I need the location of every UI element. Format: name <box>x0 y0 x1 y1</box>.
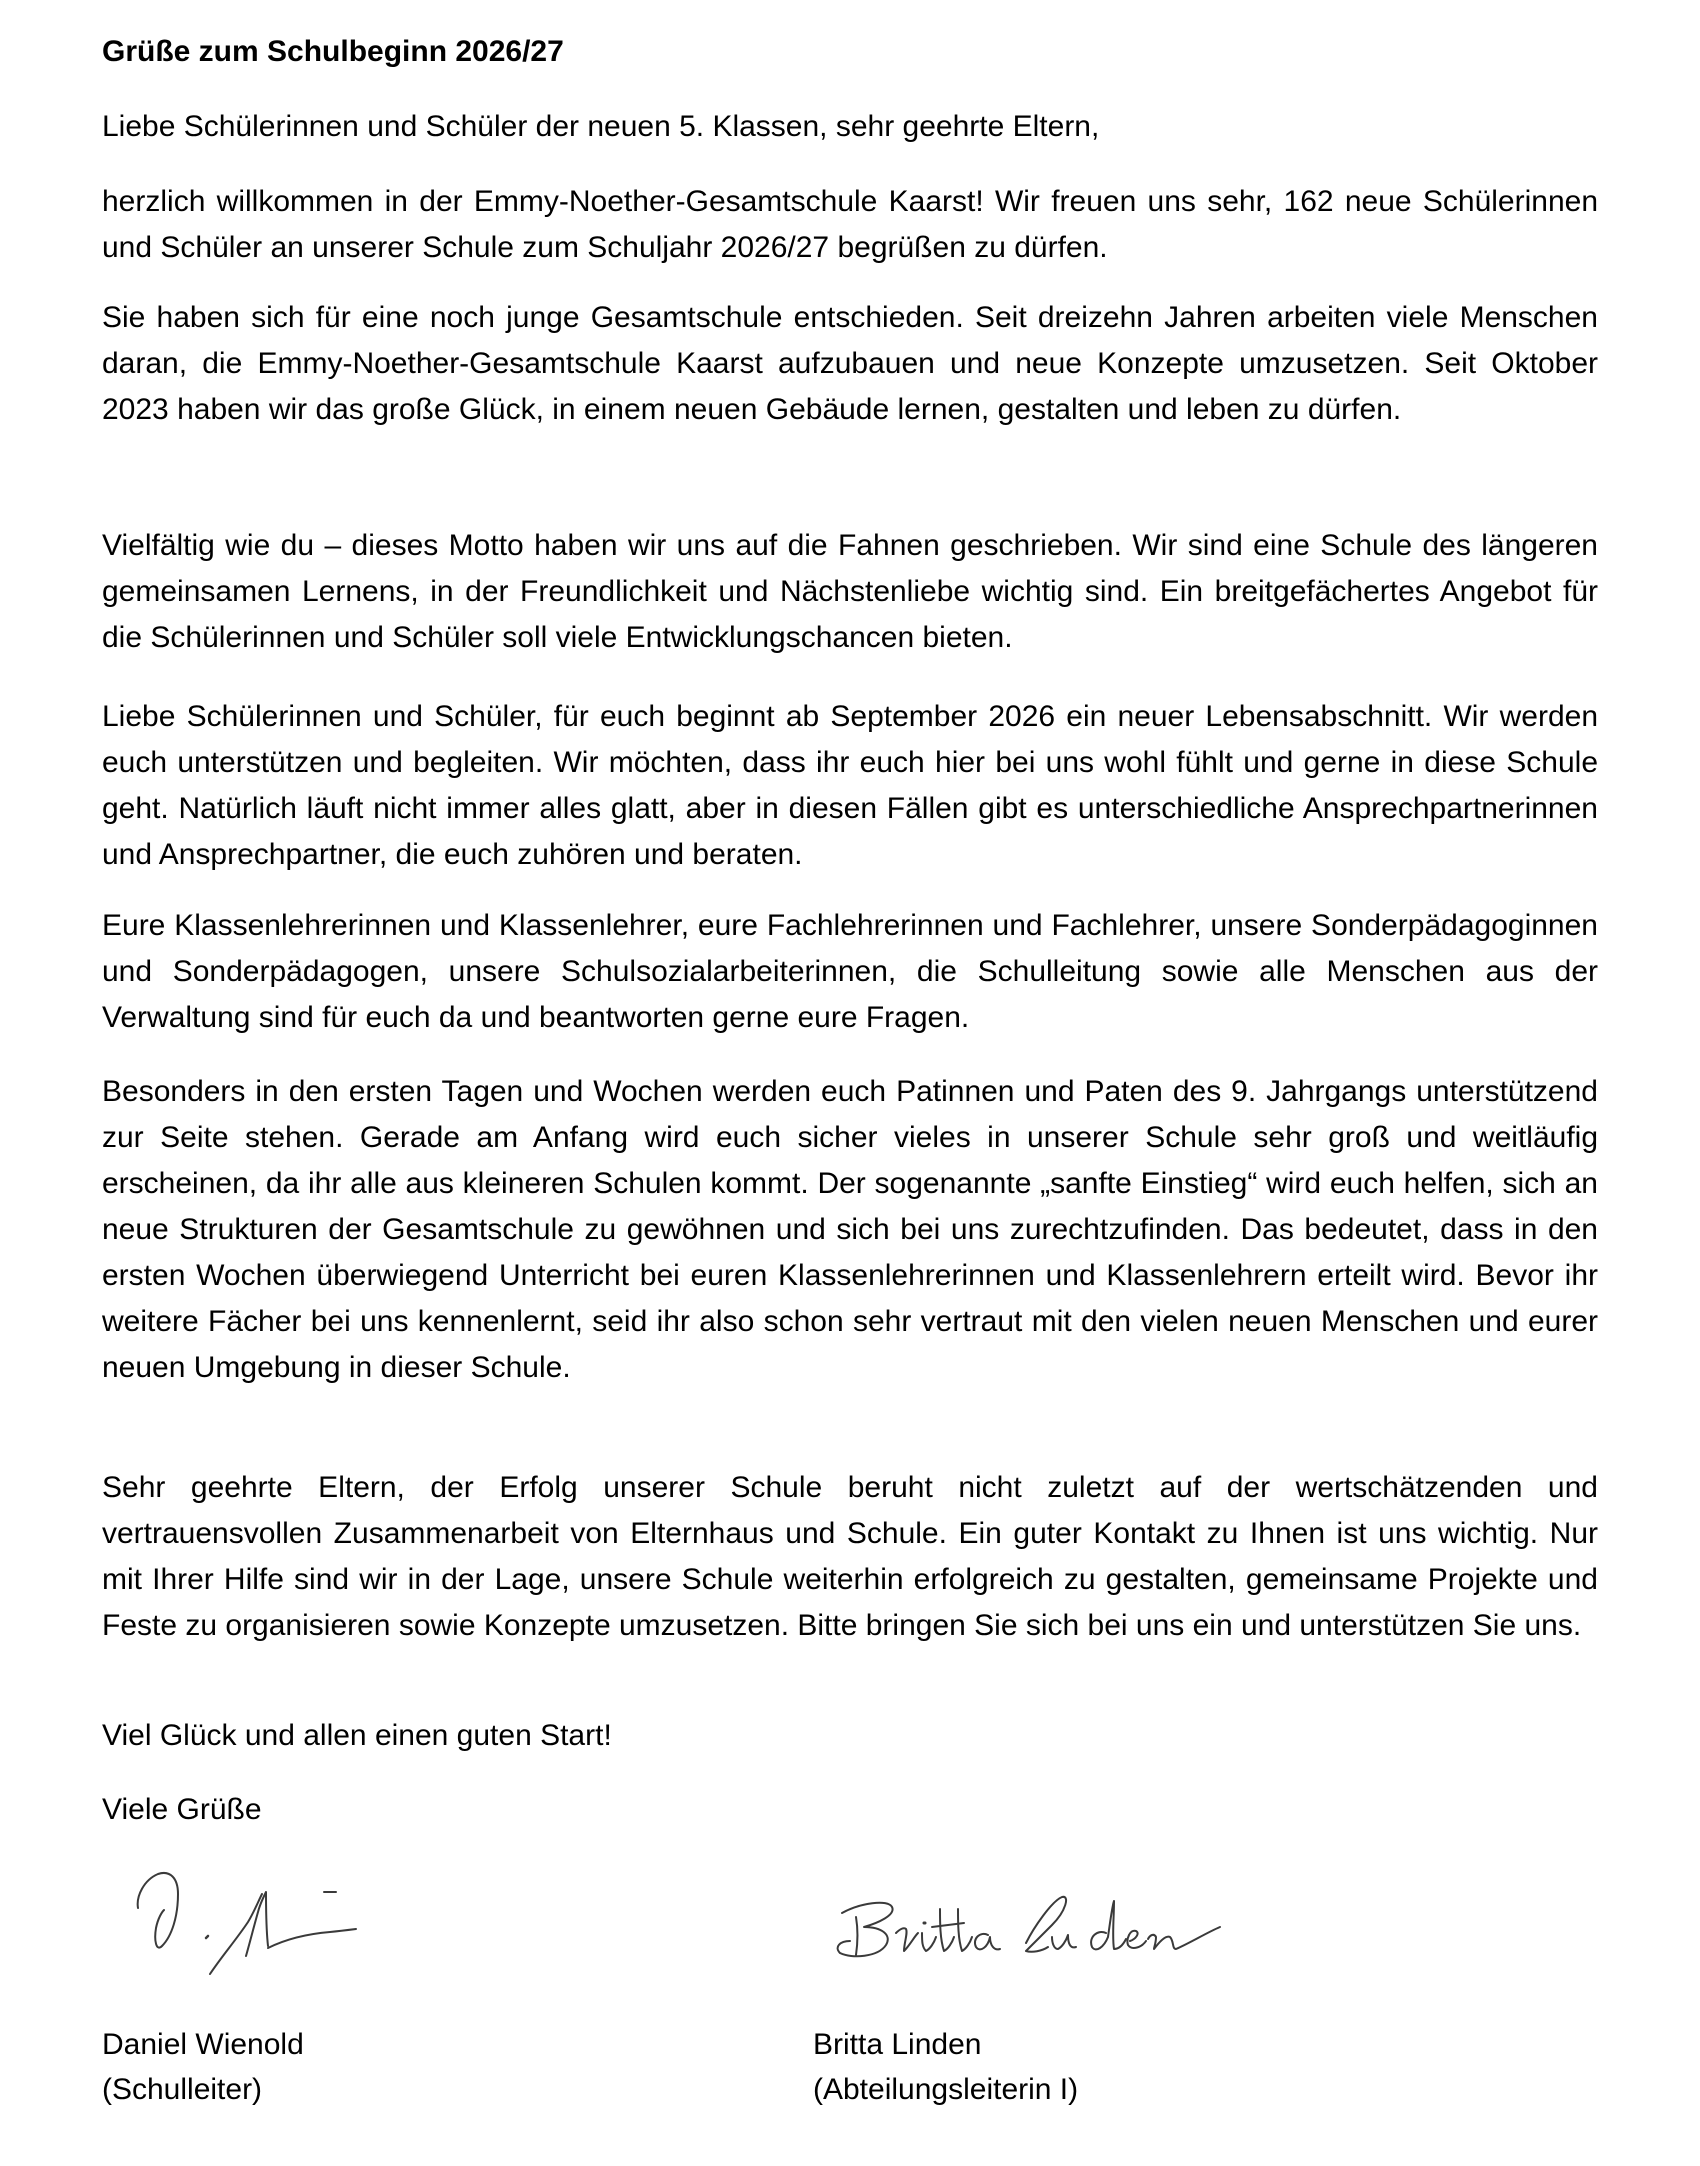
signatory-role: (Abteilungsleiterin I) <box>813 2073 1079 2106</box>
signatory-principal <box>102 2022 304 2112</box>
paragraph-parents: Sehr geehrte Eltern, der Erfolg unserer Schule beruht nicht zuletzt auf der wertschätzenden und vertrauensvollen Zusammenarbeit von Elternhaus und Schule. Ein guter Kontakt zu Ihnen ist uns wichtig. Nur mit Ihrer Hilfe sind wir in der Lage, unsere Schule weiterhin erfolgreich zu gestalten, gemeinsame Projekte und Feste zu organisieren sowie Konzepte umzusetzen. Bitte bringen Sie sich bei uns ein und unterstützen Sie uns. <box>102 1471 1598 1642</box>
paragraph-welcome: herzlich willkommen in der Emmy-Noether-Gesamtschule Kaarst! Wir freuen uns sehr, 162 neue Schülerinnen und Schüler an unserer Schule zum Schuljahr 2026/27 begrüßen zu dürfen. <box>102 185 1598 264</box>
salutation: Liebe Schülerinnen und Schüler der neuen 5. Klassen, sehr geehrte Eltern, <box>102 110 1100 143</box>
paragraph-mentors: Besonders in den ersten Tagen und Wochen werden euch Patinnen und Paten des 9. Jahrgangs unterstützend zur Seite stehen. Gerade am Anfang wird euch sicher vieles in unserer Schule sehr groß und weitläufig erscheinen, da ihr alle aus kleineren Schulen kommt. Der sogenannte „sanfte Einstieg“ wird euch helfen, sich an neue Strukturen der Gesamtschule zu gewöhnen und sich bei uns zurechtzufinden. Das bedeutet, dass in den ersten Wochen überwiegend Unterricht bei euren Klassenlehrerinnen und Klassenlehrern erteilt wird. Bevor ihr weitere Fächer bei uns kennenlernt, seid ihr also schon sehr vertraut mit den vielen neuen Menschen und eurer neuen Umgebung in dieser Schule. <box>102 1075 1598 1384</box>
paragraph-students: Liebe Schülerinnen und Schüler, für euch beginnt ab September 2026 ein neuer Lebensabschnitt. Wir werden euch unterstützen und begleiten. Wir möchten, dass ihr euch hier bei uns wohl fühlt und gerne in diese Schule geht. Natürlich läuft nicht immer alles glatt, aber in diesen Fällen gibt es unterschiedliche Ansprechpartnerinnen und Ansprechpartner, die euch zuhören und beraten. <box>102 700 1598 871</box>
paragraph-staff: Eure Klassenlehrerinnen und Klassenlehrer, eure Fachlehrerinnen und Fachlehrer, unsere Sonderpädagoginnen und Sonderpädagogen, unsere Schulsozialarbeiterinnen, die Schulleitung sowie alle Menschen aus der Verwaltung sind für euch da und beantworten gerne eure Fragen. <box>102 909 1598 1034</box>
letter-title: Grüße zum Schulbeginn 2026/27 <box>102 35 564 68</box>
closing-greeting: Viele Grüße <box>102 1793 262 1826</box>
signatory-role: (Schulleiter) <box>102 2073 263 2106</box>
signature-daniel-wienold-icon <box>118 1866 363 1984</box>
paragraph-motto: Vielfältig wie du – dieses Motto haben wir uns auf die Fahnen geschrieben. Wir sind eine Schule des längeren gemeinsamen Lernens, in der Freundlichkeit und Nächstenliebe wichtig sind. Ein breitgefächertes Angebot für die Schülerinnen und Schüler soll viele Entwicklungschancen bieten. <box>102 529 1598 654</box>
signature-britta-linden-icon <box>830 1893 1230 1971</box>
signatory-name: Daniel Wienold <box>102 2028 304 2061</box>
signatory-name: Britta Linden <box>813 2028 982 2061</box>
closing-wish: Viel Glück und allen einen guten Start! <box>102 1719 612 1752</box>
paragraph-school-history: Sie haben sich für eine noch junge Gesamtschule entschieden. Seit dreizehn Jahren arbeiten viele Menschen daran, die Emmy-Noether-Gesamtschule Kaarst aufzubauen und neue Konzepte umzusetzen. Seit Oktober 2023 haben wir das große Glück, in einem neuen Gebäude lernen, gestalten und leben zu dürfen. <box>102 301 1598 426</box>
signatory-department-head <box>813 2022 1078 2112</box>
